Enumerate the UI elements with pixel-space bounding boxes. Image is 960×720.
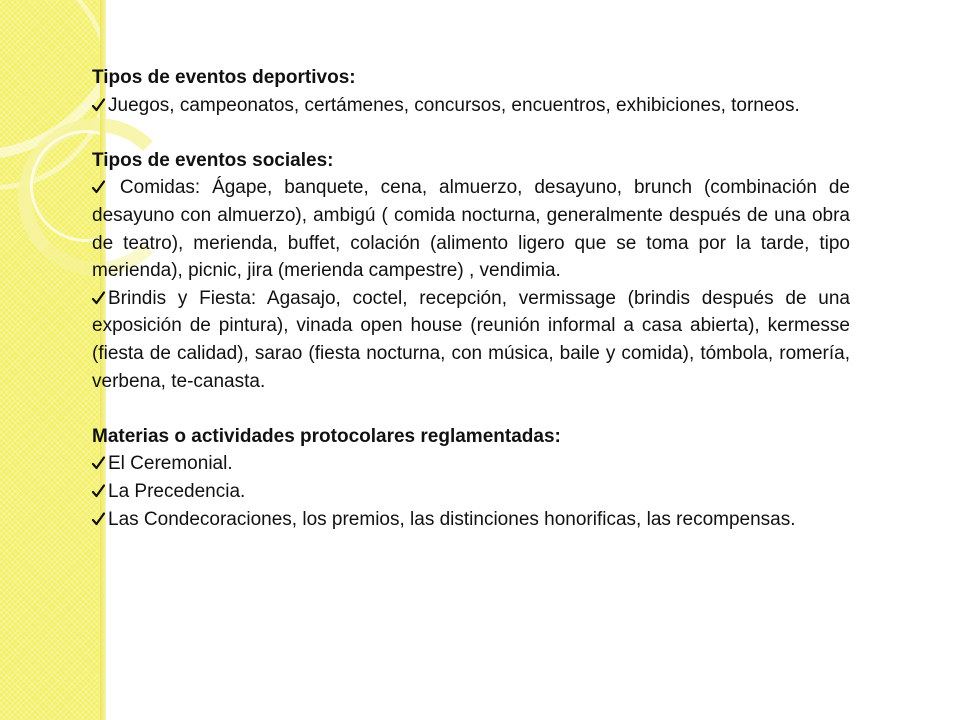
list-item [92,478,850,506]
section-heading-protocol: Materias o actividades protocolares reglamentadas: [92,425,561,447]
checkmark-icon [92,180,105,194]
spacer [92,395,850,423]
spacer [92,119,850,147]
list-item-text: Juegos, campeonatos, certámenes, concursos, encuentros, exhibiciones, torneos. [108,94,800,116]
list-item-text: La Precedencia. [108,480,246,502]
list-item [92,506,850,534]
list-item [92,285,850,395]
checkmark-icon [92,291,105,305]
checkmark-icon [92,512,105,526]
list-item-text: Las Condecoraciones, los premios, las distinciones honorificas, las recompensas. [108,508,796,530]
section-heading-social: Tipos de eventos sociales: [92,149,334,171]
decorative-side-band [0,0,104,720]
list-item [92,92,850,120]
list-item-text: Brindis y Fiesta: Agasajo, coctel, recepción, vermissage (brindis después de una exposición de pintura), vinada open house (reunión informal a casa abierta), kermesse (fiesta de calidad), sarao (fiesta nocturna, con música, baile y comida), tómbola, romería, verbena, te-canasta. [92,287,850,392]
list-item-text: Comidas: Ágape, banquete, cena, almuerzo, desayuno, brunch (combinación de desayuno con almuerzo), ambigú ( comida nocturna, generalmente después de una obra de teatro), merienda, buffet, colación (alimento ligero que se toma por la tarde, tipo merienda), picnic, jira (merienda campestre) , vendimia. [92,177,850,282]
checkmark-icon [92,98,105,112]
list-item [92,174,850,284]
checkmark-icon [92,484,105,498]
list-item-text: El Ceremonial. [108,453,233,475]
list-item [92,450,850,478]
section-heading-sports: Tipos de eventos deportivos: [92,67,356,88]
checkmark-icon [92,456,105,470]
slide-content [92,64,850,533]
